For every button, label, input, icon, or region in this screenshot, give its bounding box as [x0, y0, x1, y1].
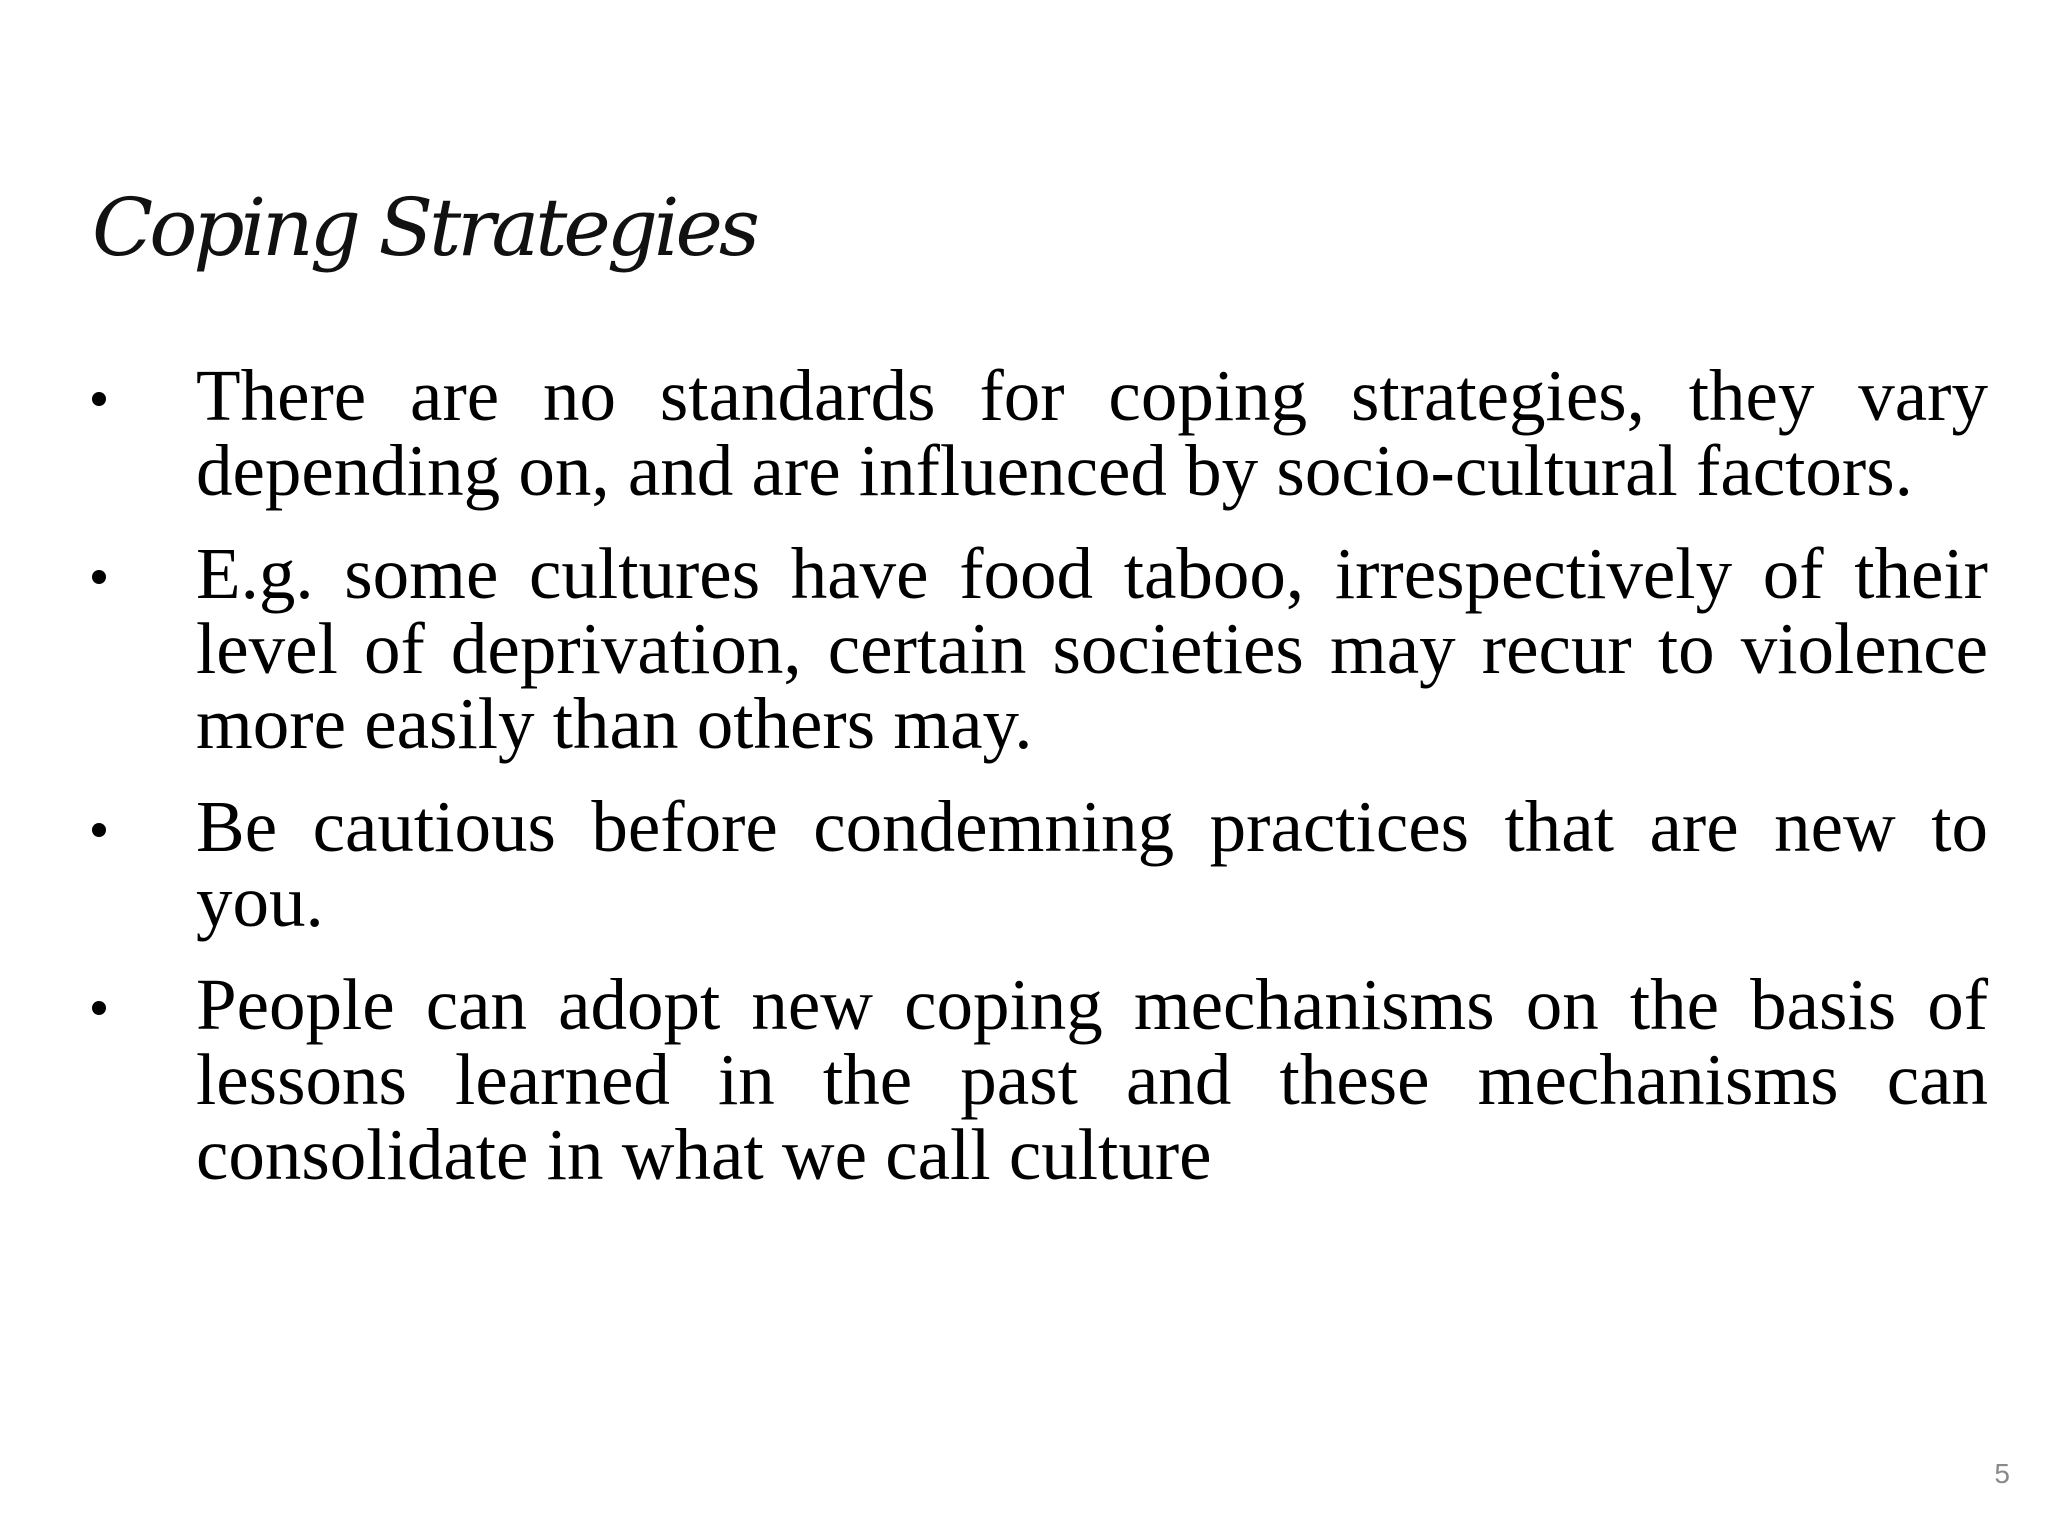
bullet-dot-icon	[92, 392, 106, 406]
bullet-text: E.g. some cultures have food taboo, irrespectively of their level of deprivation, certain societies may recur to violence more easily than others may.	[196, 533, 1988, 764]
bullet-list	[92, 355, 1988, 1220]
bullet-text: People can adopt new coping mechanisms on the basis of lessons learned in the past and these mechanisms can consolidate in what we call culture	[196, 964, 1988, 1195]
bullet-dot-icon	[92, 570, 106, 584]
page-number: 5	[1994, 1458, 2010, 1489]
bullet-item	[92, 786, 1988, 942]
bullet-item	[92, 533, 1988, 764]
bullet-text: There are no standards for coping strategies, they vary depending on, and are influenced by socio-cultural factors.	[196, 355, 1988, 511]
bullet-dot-icon	[92, 1001, 106, 1015]
bullet-item	[92, 355, 1988, 511]
bullet-item	[92, 964, 1988, 1195]
slide-title: Coping Strategies	[92, 181, 756, 274]
bullet-dot-icon	[92, 823, 106, 837]
bullet-text: Be cautious before condemning practices that are new to you.	[196, 786, 1988, 942]
